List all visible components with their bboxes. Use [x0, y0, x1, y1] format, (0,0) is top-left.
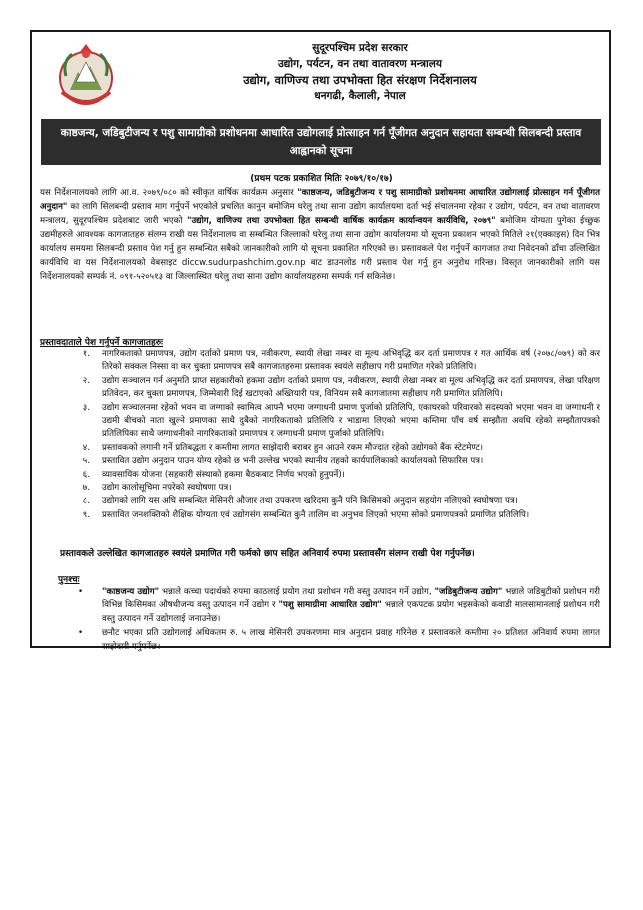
item-text: भन्नाले कच्चा पदार्थको रुपमा काठलाई प्रयोग तथा प्रशोधन गरी वस्तु उत्पादन गर्ने उद्योग,: [159, 587, 435, 597]
publication-date: (प्रथम पटक प्रकाशित मितिः २०७९/१०/१७): [250, 174, 393, 184]
intro-text-2: का लागि सिलबन्दी प्रस्ताव माग गर्नुपर्ने भएकोले प्रचलित कानुन बमोजिम घरेलु तथा साना उद्योग कार्यालयमा दर्ता भई संचालनमा रहेका र उद्योग, पर्यटन, वन तथा वातावरण मन्त्रालय, सुदूरपश्चिम प्रदेशबाट जारी भएको: [40, 202, 600, 226]
office-address: धनगढी, कैलाली, नेपाल: [314, 90, 406, 102]
item-text: नागरिकताको प्रमाणपत्र, उद्योग दर्ताको प्रमाण पत्र, नवीकरण, स्थायी लेखा नम्बर वा मूल्य अभिवृद्धि कर दर्ता प्रमाणपत्र र गत आर्थिक वर्ष (२०७८/०७९) को कर तिरेको सक्कल निस्सा वा कर चुक्ता प्रमाणपत्र सबै कागजातहरुमा प्रस्तावक स्वयंले सहीछाप गरी प्रमाणित गरेको प्रतिलिपि।: [102, 349, 600, 373]
intro-program-name: "काष्ठजन्य, जडिबुटीजन्य र पशु सामाग्रीको प्रशोधनमा आधारित उद्योगलाई प्रोत्साहन गर्न पूँजीगत अनुदान": [40, 188, 600, 212]
documents-title: प्रस्तावदाताले पेश गर्नुपर्ने कागजातहरुः: [40, 338, 163, 348]
item-text: प्रस्तावकको लगानी गर्ने प्रतिबद्धता र कम्तीमा लागत साझेदारी बराबर हुन आउने रकम मौज्दात रहेको उद्योगको बैंक स्टेटमेण्ट।: [102, 442, 483, 453]
item-text: उद्योग सञ्चालन गर्न अनुमति प्राप्त सहकारीको हकमा उद्योग दर्ताको प्रमाण पत्र, नवीकरण, स्थायी लेखा नम्बर वा मूल्य अभिवृद्धि कर दर्ता प्रमाणपत्र, लेखा परिक्षण प्रतिवेदन, कर चुक्ता प्रमाणपत्र, जिम्मेवारी दिई खटाएको अख्तियारी पत्र, विनियम सबै कागजातमा सहीछाप गरी प्रमाणित प्रतिलिपि।: [102, 375, 600, 400]
list-item: [40, 348, 600, 375]
term-wood: "काष्ठजन्य उद्योग": [102, 587, 160, 597]
item-number: १.: [82, 349, 90, 359]
addendum-list: [40, 586, 600, 655]
item-text: छनौट भएका प्रति उद्योगलाई अधिकतम रु. ५ लाख मेसिनरी उपकरणमा मात्र अनुदान प्रवाह गरिनेछ र प्रस्तावकले कम्तीमा २० प्रतिशत अनिवार्य रुपमा लागत साझेदारी गर्नुपर्नेछ।: [102, 628, 600, 652]
province-government: सुदूरपश्चिम प्रदेश सरकार: [312, 42, 408, 54]
item-number: ४.: [82, 442, 90, 453]
nepal-emblem-icon: [56, 42, 116, 110]
term-herbal: "जडिबुटीजन्य उद्योग": [434, 587, 503, 597]
item-text: प्रस्तावित जनशक्तिको शैक्षिक योग्यता एवं उद्योगसंग सम्बन्धित कुनै तालिम वा अनुभव लिएको भएमा सोको प्रमाणपत्रको प्रमाणित प्रतिलिपि।: [102, 509, 530, 520]
item-number: ८.: [82, 496, 90, 507]
item-text: भन्नाले जडिबुटीको प्रशोधन गरी विभिन्न किसिमका औषधीजन्य वस्तु उत्पादन गर्ने उद्योग र: [102, 587, 600, 611]
item-number: ७.: [82, 483, 90, 494]
list-item: [40, 442, 600, 455]
item-number: २.: [82, 375, 90, 386]
list-item: [40, 509, 600, 522]
intro-procedure-name: "उद्योग, वाणिज्य तथा उपभोक्ता हित सम्बन्धी वार्षिक कार्यक्रम कार्यान्वयन कार्यविधि, २०७९": [186, 216, 496, 226]
addendum-title: पुनश्चः: [58, 575, 80, 585]
term-animal: "पशु सामाग्रीमा आधारित उद्योग": [278, 600, 382, 611]
item-number: ६.: [82, 469, 90, 480]
documents-note: प्रस्तावकले उल्लेखित कागजातहरु स्वयंले प्रमाणित गरी फर्मको छाप सहित अनिवार्य रुपमा प्रस्तावसँग संलग्न राखी पेश गर्नुपर्नेछ।: [60, 549, 475, 559]
list-item: [40, 469, 600, 482]
intro-text-3: बमोजिम योग्यता पुगेका ईच्छुक उद्यमीहरुले आवश्यक कागजातहरु संलग्न राखी यस निर्देशनालय वा सम्बन्धित जिल्लाको घरेलु तथा साना उद्योग कार्यालयमा यो सूचना प्रकाशन भएको मितिले २१(एक्काइस) दिन भित्र कार्यालय समयमा सिलबन्दी प्रस्ताव पेश गर्नु हुन सम्बन्धित सबैको जानकारीको लागि यो सूचना प्रकाशित गरिएको छ। प्रस्तावकले पेश गर्नुपर्ने कागजात तथा निवेदनको ढाँचा उल्लिखित कार्यविधि वा यस निर्देशनालयको वेबसाइट diccw.sudurpashchim.gov.np बाट डाउनलोड गरी प्रस्ताव पेश गर्नु हुन अनुरोध गरिन्छ। विस्तृत जानकारीको लागि यस निर्देशनालयको सम्पर्क नं. ०९१-५२०५१३ वा जिल्लास्थित घरेलु तथा साना उद्योग कार्यालयहरुमा सम्पर्क गर्न सकिनेछ।: [40, 216, 600, 282]
notice-title-banner: काष्ठजन्य, जडिबुटीजन्य र पशु सामाग्रीको प्रशोधनमा आधारित उद्योगलाई प्रोत्साहन गर्न पूँजीगत अनुदान सहायता सम्बन्धी सिलबन्दी प्रस्ताव आह्वानको सूचना: [41, 119, 601, 165]
intro-paragraph: [40, 186, 600, 284]
item-text: उद्योग सञ्चालनमा रहेको भवन वा जग्गाको स्वामित्व आफ्नै भएमा जग्गाधनी प्रमाण पुर्जाको प्रतिलिपि, एकाघरको परिवारको सदस्यको भएमा भवन वा जग्गाधनी र उद्यमी बीचको नाता खुल्ने प्रमाणका साथै दुबैको नागरिकताको प्रतिलिपि र भाडामा लिएको भएमा कम्तिमा पाँच वर्ष सम्झौता अवधि रहेको सम्झौतापत्रको प्रतिलिपिका साथै जग्गाधनीको नागरिकताको प्रमाणपत्र र जग्गाधनी प्रमाण पुर्जाको प्रतिलिपि।: [102, 402, 600, 440]
list-item: [40, 375, 600, 402]
list-item: [40, 495, 600, 508]
item-text: भन्नाले एकपटक प्रयोग भइसकेको कवाडी मालसामानलाई प्रशोधन गरी वस्तु उत्पादन गर्ने उद्योगलाई जनाउनेछ।: [102, 600, 600, 624]
office-header: [150, 40, 570, 104]
list-item: [40, 627, 600, 654]
item-number: ३.: [82, 402, 90, 413]
item-number: ९.: [82, 509, 90, 520]
list-item: [40, 402, 600, 442]
item-text: व्यावसायिक योजना (सहकारी संस्थाको हकमा बैठकबाट निर्णय भएको हुनुपर्ने)।: [102, 469, 345, 480]
intro-text-1: यस निर्देशनालयको लागि आ.व. २०७९/०८० को स्वीकृत वार्षिक कार्यक्रम अनुसार: [40, 188, 298, 198]
bullet-icon: •: [78, 628, 84, 639]
documents-list: [40, 348, 600, 522]
item-text: प्रस्तावित उद्योग अनुदान पाउन योग्य रहेको छ भनी उल्लेख भएको स्थानीय तहको कार्यपालिकाको कार्यालयको सिफारिस पत्र।: [102, 456, 484, 467]
item-text: उद्योग कालोसूचिमा नपरेको स्वघोषणा पत्र।: [102, 483, 232, 494]
bullet-icon: •: [78, 587, 84, 597]
directorate-name: उद्योग, वाणिज्य तथा उपभोक्ता हित संरक्षण निर्देशनालय: [243, 73, 477, 87]
list-item: [40, 482, 600, 495]
list-item: [40, 455, 600, 468]
list-item: [40, 586, 600, 626]
item-number: ५.: [82, 456, 90, 467]
ministry-name: उद्योग, पर्यटन, वन तथा वातावरण मन्त्रालय: [278, 58, 442, 70]
item-text: उद्योगको लागि यस अघि सम्बन्धित मेसिनरी औजार तथा उपकरण खरिदमा कुनै पनि किसिमको अनुदान सहयोग नलिएको स्वघोषणा पत्र।: [102, 496, 518, 507]
